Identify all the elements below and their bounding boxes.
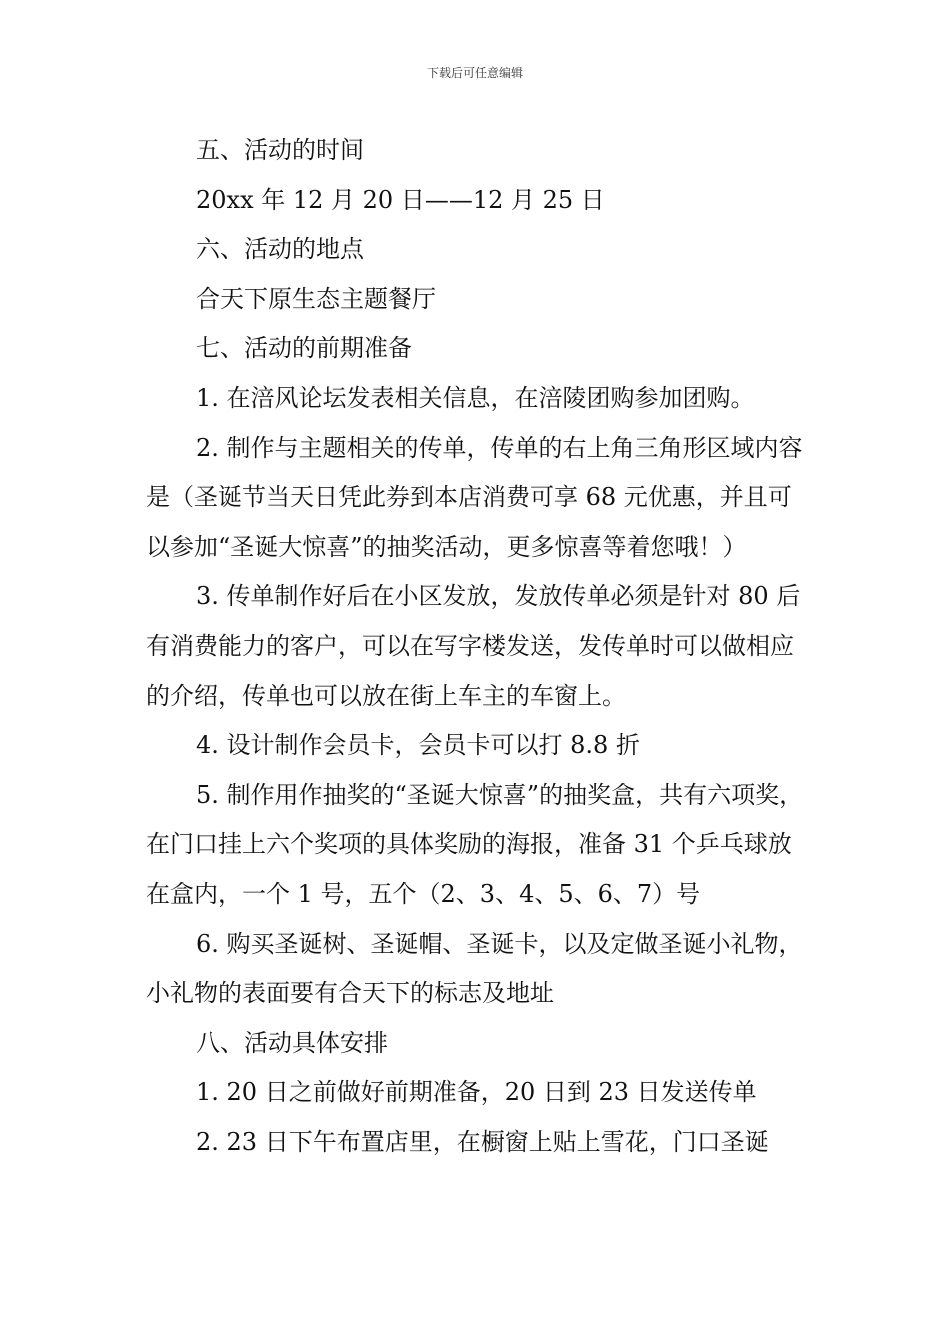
section-heading-location: 六、活动的地点: [196, 235, 364, 264]
section-heading-schedule: 八、活动具体安排: [196, 1028, 388, 1057]
page-header: 下载后可任意编辑: [426, 66, 523, 80]
document-body: [146, 126, 810, 1167]
prep-item-1: 1. 在涪风论坛发表相关信息，在涪陵团购参加团购。: [196, 383, 755, 412]
event-dates: 20xx 年 12 月 20 日——12 月 25 日: [196, 185, 605, 214]
schedule-item-1: 1. 20 日之前做好前期准备，20 日到 23 日发送传单: [196, 1078, 757, 1107]
prep-item-5: 5. 制作用作抽奖的“圣诞大惊喜”的抽奖盒，共有六项奖，在门口挂上六个奖项的具体奖励的海报，准备 31 个乒乓球放在盒内，一个 1 号，五个（2、3、4、5、6、7）号: [146, 780, 804, 908]
section-heading-time: 五、活动的时间: [196, 136, 364, 164]
schedule-item-2: 2. 23 日下午布置店里，在橱窗上贴上雪花，门口圣诞: [196, 1127, 769, 1156]
event-location: 合天下原生态主题餐厅: [196, 284, 436, 313]
prep-item-6: 6. 购买圣诞树、圣诞帽、圣诞卡，以及定做圣诞小礼物，小礼物的表面要有合天下的标志及地址: [146, 929, 803, 1008]
prep-item-4: 4. 设计制作会员卡，会员卡可以打 8.8 折: [196, 731, 640, 760]
prep-item-3: 3. 传单制作好后在小区发放，发放传单必须是针对 80 后有消费能力的客户，可以在写字楼发送，发传单时可以做相应的介绍，传单也可以放在街上车主的车窗上。: [146, 582, 801, 710]
section-heading-preparation: 七、活动的前期准备: [196, 334, 412, 363]
prep-item-2: 2. 制作与主题相关的传单，传单的右上角三角形区域内容是（圣诞节当天日凭此券到本店消费可享 68 元优惠，并且可以参加“圣诞大惊喜”的抽奖活动，更多惊喜等着您哦！）: [146, 433, 803, 561]
